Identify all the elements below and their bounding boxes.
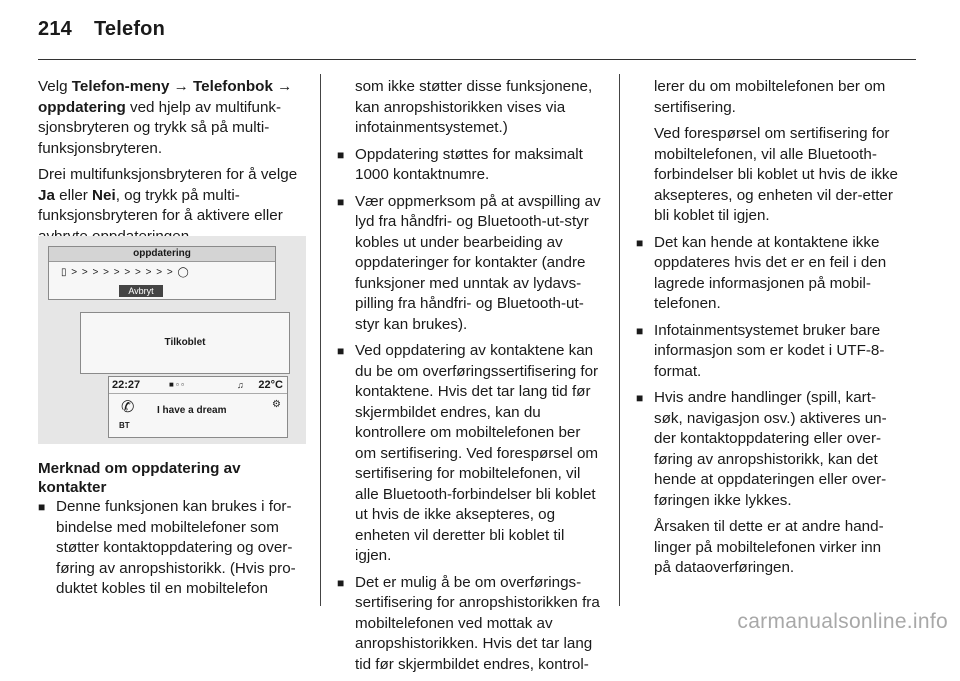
- bullet-icon: ■: [636, 235, 644, 250]
- bullet-icon: ■: [337, 344, 345, 358]
- list-item-text: Infotainmentsystemet bruker bare informasjon som er kodet i UTF-8-format.: [654, 321, 885, 380]
- song-title: I have a dream: [157, 405, 227, 416]
- display-illustration: [38, 236, 306, 444]
- bullet-icon: ■: [636, 323, 644, 338]
- sub-paragraph: Årsaken til dette er at andre hand-linger på mobiltelefonen virker inn på dataoverføringen.: [654, 518, 884, 576]
- list-item-text: Vær oppmerksom på at avspilling av lyd fra håndfri- og Bluetooth-ut-styr kobles ut under bearbeiding av oppdateringer for kontakter (andre funksjoner med unntak av lydavs-pilling fra håndfri- og Bluetooth-ut-styr kan brukes).: [355, 192, 601, 333]
- list-item: [38, 497, 306, 600]
- bullet-icon: ■: [337, 575, 345, 590]
- list-item: [337, 573, 603, 676]
- text: , og trykk på multi-funksjonsbryteren for å aktivere eller: [38, 186, 283, 224]
- paragraph-select-update: [38, 77, 306, 159]
- option-nei: Nei: [92, 186, 116, 204]
- update-screen: [48, 246, 276, 300]
- watermark: carmanualsonline.info: [737, 610, 948, 633]
- list-item: [636, 388, 902, 511]
- arrow: →: [169, 78, 194, 95]
- paragraph-confirm: [38, 165, 306, 247]
- menu-oppdatering: oppdatering: [38, 98, 126, 116]
- source-label: BT: [119, 421, 130, 430]
- list-item-text: Denne funksjonen kan brukes i for-bindelse med mobiltelefoner som støtter kontaktoppdatering og over-føring av anropshistorikk. (Hvis pro-duktet kobles til en mobiltelefon: [56, 498, 296, 597]
- column-divider-2: [619, 74, 620, 606]
- list-item: [636, 233, 902, 315]
- menu-telefonbok: Telefonbok: [193, 78, 273, 95]
- list-item-text: Det er mulig å be om overførings-sertifisering for anropshistorikken fra mobiltelefonen ved mottak av anropshistorikken. Hvis det tar lang tid før skjermbildet endres, kontrol-: [355, 573, 600, 673]
- cancel-button: Avbryt: [119, 285, 163, 297]
- list-item: [636, 321, 902, 383]
- status-icons: ■ ▫ ▫: [169, 380, 184, 389]
- bullet-icon: ■: [337, 194, 345, 209]
- phone-icon: ✆: [121, 399, 135, 416]
- header-rule: [38, 59, 916, 60]
- connected-label: Tilkoblet: [164, 337, 206, 348]
- page-title: Telefon: [93, 18, 166, 40]
- list-item-text: Hvis andre handlinger (spill, kart-søk, navigasjon osv.) aktiveres un-der kontaktoppdatering eller over-føring av anropshistorikk, kan det hende at oppdateringen eller over-føringen ikke lykkes.: [654, 389, 887, 509]
- temperature: 22°C: [258, 379, 283, 391]
- clock: 22:27: [112, 379, 141, 391]
- bullet-icon: ■: [337, 147, 345, 162]
- continued-text: lerer du om mobiltelefonen ber om sertifisering.: [654, 78, 886, 116]
- text: eller: [54, 186, 93, 204]
- text: Drei multifunksjonsbryteren for å velge: [38, 166, 298, 183]
- list-item-text: Ved oppdatering av kontaktene kan du be om overføringssertifisering for kontaktene. Hvis det tar lang tid før skjermbildet endres, kan du kontrollere om mobiltelefonen ber om sertifisering. Ved forespørsel om sertifisering for mobiltelefonen, vil alle Bluetooth-forbindelser bli koblet ut hvis de ikke aksepteres, og enheten vil deretter bli koblet til igjen.: [355, 342, 599, 564]
- note-heading: Merknad om oppdatering av kontakter: [38, 460, 241, 496]
- column-1: [38, 77, 306, 253]
- list-item: [337, 192, 603, 336]
- bullet-icon: ■: [636, 391, 644, 405]
- page-number: 214: [38, 18, 72, 40]
- list-item-text: Det kan hende at kontaktene ikke oppdateres hvis det er en feil i den lagrede informasjonen på mobil-telefonen.: [654, 233, 887, 312]
- gear-icon: ⚙: [272, 399, 281, 410]
- update-screen-title: oppdatering: [49, 247, 275, 262]
- arrow: →: [272, 78, 293, 95]
- transfer-progress-arrows: ▯ > > > > > > > > > > ◯: [61, 267, 190, 278]
- main-screen: [108, 376, 288, 438]
- column-2: [337, 77, 603, 681]
- menu-telefon-meny: Telefon-meny: [71, 78, 170, 95]
- list-item-text: Oppdatering støttes for maksimalt 1000 kontaktnumre.: [355, 145, 583, 183]
- column-3: [636, 77, 902, 585]
- status-bar: [109, 377, 287, 394]
- note-section: [38, 459, 306, 606]
- list-item: [337, 341, 603, 567]
- list-item: [337, 145, 603, 186]
- continued-text: som ikke støtter disse funksjonene, kan anropshistorikken vises via infotainmentsystemet.): [355, 78, 593, 136]
- audio-icon: ♫: [237, 380, 244, 390]
- continued-text-2: Ved forespørsel om sertifisering for mobiltelefonen, vil alle Bluetooth-forbindelser bli koblet ut hvis de ikke aksepteres, og enheten vil der-etter bli koblet til igjen.: [654, 125, 898, 224]
- connected-screen: [80, 312, 290, 374]
- page-header: [38, 18, 165, 48]
- column-divider-1: [320, 74, 321, 606]
- bullet-icon: ■: [38, 500, 46, 514]
- text: ved hjelp av multifunk-sjonsbryteren og trykk så på multi-funksjonsbryteren.: [38, 98, 282, 157]
- option-ja: Ja: [38, 186, 55, 204]
- text: Velg: [38, 78, 72, 95]
